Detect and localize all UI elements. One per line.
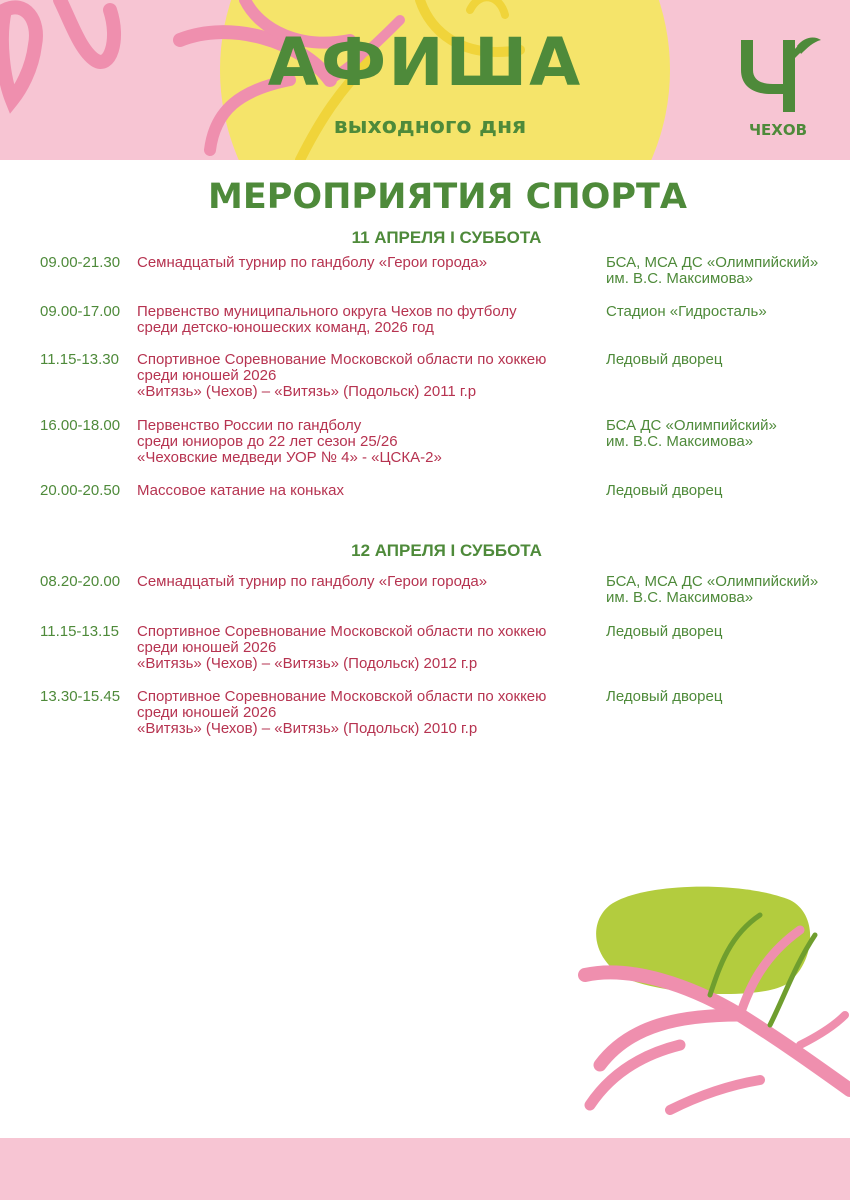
event-name-line: «Витязь» (Чехов) – «Витязь» (Подольск) 2010 г.р: [137, 720, 478, 737]
event-time: 11.15-13.15: [40, 623, 119, 640]
header-banner: [0, 0, 850, 160]
poster-subtitle: выходного дня: [333, 114, 527, 139]
event-name-line: «Витязь» (Чехов) – «Витязь» (Подольск) 2012 г.р: [137, 655, 478, 672]
event-name-line: «Витязь» (Чехов) – «Витязь» (Подольск) 2011 г.р: [137, 383, 477, 400]
event-place: [606, 574, 846, 606]
event-place: [606, 689, 846, 705]
event-name-line: Спортивное Соревнование Московской области по хоккею: [137, 623, 547, 640]
event-place: [606, 483, 846, 499]
event-name-line: среди детско-юношеских команд, 2026 год: [137, 319, 434, 336]
event-time: 16.00-18.00: [40, 417, 121, 434]
event-place-line: им. В.С. Максимова»: [606, 270, 754, 287]
event-time: 13.30-15.45: [40, 688, 121, 705]
event-place-line: Ледовый дворец: [606, 688, 723, 705]
logo-caption: ЧЕХОВ: [748, 121, 808, 139]
event-name-line: «Чеховские медведи УОР № 4» - «ЦСКА-2»: [137, 449, 442, 466]
event-place: [606, 304, 846, 320]
event-place: [606, 255, 846, 287]
event-name-line: Первенство муниципального округа Чехов по футболу: [137, 303, 517, 320]
event-name-line: Семнадцатый турнир по гандболу «Герои города»: [137, 573, 488, 590]
event-time: 08.20-20.00: [40, 573, 121, 590]
event-time: 11.15-13.30: [40, 351, 119, 368]
event-name-line: среди юношей 2026: [137, 639, 277, 656]
event-name: [137, 304, 592, 336]
event-place-line: Ледовый дворец: [606, 482, 723, 499]
day-title: 12 АПРЕЛЯ I СУББОТА: [351, 541, 542, 560]
event-name-line: Первенство России по гандболу: [137, 417, 362, 434]
event-name-line: среди юношей 2026: [137, 367, 277, 384]
event-name-line: Массовое катание на коньках: [137, 482, 344, 499]
event-name: [137, 483, 592, 499]
event-name-line: среди юниоров до 22 лет сезон 25/26: [137, 433, 398, 450]
event-place: [606, 352, 846, 368]
event-place-line: им. В.С. Максимова»: [606, 433, 754, 450]
event-name: [137, 624, 592, 672]
event-name-line: Семнадцатый турнир по гандболу «Герои города»: [137, 254, 488, 271]
event-place-line: БСА, МСА ДС «Олимпийский»: [606, 254, 819, 271]
event-place: [606, 418, 846, 450]
event-place-line: Стадион «Гидросталь»: [606, 303, 767, 320]
event-place-line: Ледовый дворец: [606, 623, 723, 640]
event-time: 09.00-17.00: [40, 303, 121, 320]
event-name: [137, 574, 592, 590]
event-place-line: БСА ДС «Олимпийский»: [606, 417, 777, 434]
flower-bottom-decoration-icon: [570, 875, 850, 1135]
event-name: [137, 352, 592, 400]
day-title: 11 АПРЕЛЯ I СУББОТА: [351, 228, 542, 247]
event-name: [137, 255, 592, 271]
event-time: 20.00-20.50: [40, 482, 121, 499]
event-name-line: Спортивное Соревнование Московской области по хоккею: [137, 688, 547, 705]
event-place: [606, 624, 846, 640]
event-place-line: Ледовый дворец: [606, 351, 723, 368]
event-name: [137, 689, 592, 737]
event-name-line: среди юношей 2026: [137, 704, 277, 721]
poster-title: АФИША: [267, 24, 583, 101]
event-time: 09.00-21.30: [40, 254, 121, 271]
event-place-line: им. В.С. Максимова»: [606, 589, 754, 606]
section-title: МЕРОПРИЯТИЯ СПОРТА: [208, 177, 687, 217]
event-name-line: Спортивное Соревнование Московской области по хоккею: [137, 351, 547, 368]
event-place-line: БСА, МСА ДС «Олимпийский»: [606, 573, 819, 590]
event-name: [137, 418, 592, 466]
footer-band: [0, 1138, 850, 1200]
